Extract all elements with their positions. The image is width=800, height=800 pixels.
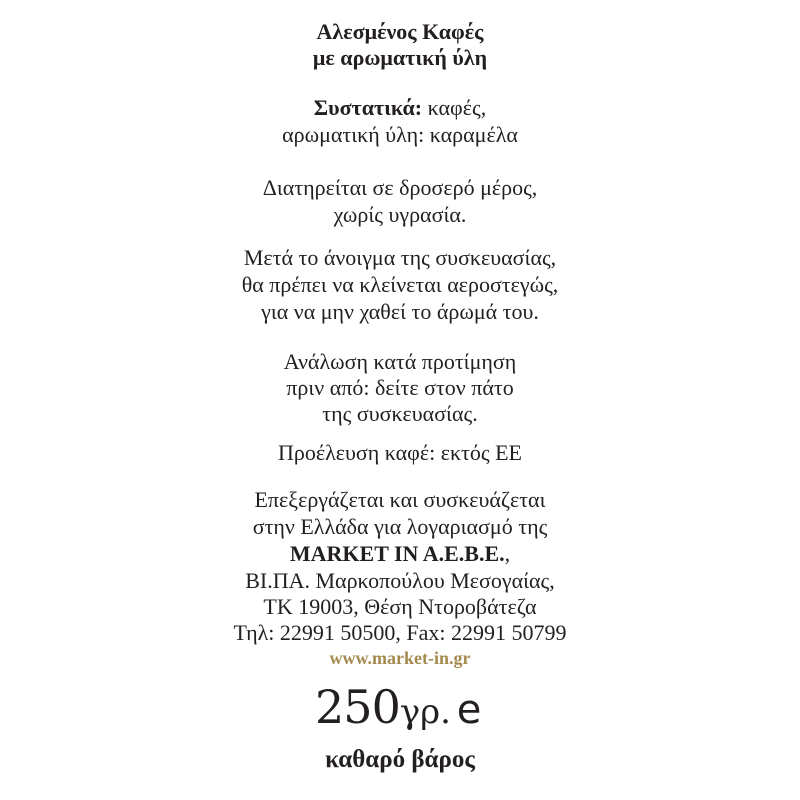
producer-phone-fax: Τηλ: 22991 50500, Fax: 22991 50799 [233, 620, 567, 645]
weight-unit: γρ. [399, 692, 451, 732]
producer-website[interactable]: www.market-in.gr [329, 648, 471, 668]
after-opening-line3: για να μην χαθεί το άρωμά του. [261, 299, 539, 324]
producer-address-line2: ΤΚ 19003, Θέση Ντοροβάτεζα [263, 594, 537, 619]
best-before-line2: πριν από: δείτε στον πάτο [286, 375, 514, 400]
storage-line1: Διατηρείται σε δροσερό μέρος, [262, 175, 538, 200]
product-title-line1: Αλεσμένος Καφές [316, 19, 484, 44]
ingredients-line1 [0, 95, 800, 121]
producer-company: MARKET IN A.E.B.E. [289, 541, 505, 566]
best-before-line3: της συσκευασίας. [322, 401, 478, 426]
net-weight-label: καθαρό βάρος [325, 746, 475, 773]
best-before-line1: Ανάλωση κατά προτίμηση [283, 349, 517, 374]
storage-line2: χωρίς υγρασία. [333, 202, 467, 227]
estimated-sign-icon [453, 693, 485, 745]
net-weight-mark [0, 681, 800, 745]
ingredients-label: Συστατικά: [313, 95, 423, 120]
producer-line1: Επεξεργάζεται και συσκευάζεται [254, 487, 546, 512]
product-title-line2: με αρωματική ύλη [312, 45, 488, 70]
weight-value: 250 [315, 680, 400, 734]
estimated-sign-glyph: e [456, 695, 482, 727]
producer-company-suffix: , [504, 541, 511, 566]
ingredients-text-line1: καφές, [422, 95, 487, 120]
ingredients-line2: αρωματική ύλη: καραμέλα [282, 122, 518, 147]
producer-line2: στην Ελλάδα για λογαριασμό της [252, 514, 548, 539]
after-opening-line2: θα πρέπει να κλείνεται αεροστεγώς, [241, 272, 559, 297]
producer-address-line1: ΒΙ.ΠΑ. Μαρκοπούλου Μεσογαίας, [245, 568, 555, 593]
after-opening-line1: Μετά το άνοιγμα της συσκευασίας, [243, 245, 557, 270]
producer-company-line [0, 541, 800, 567]
origin-line: Προέλευση καφέ: εκτός ΕΕ [278, 440, 522, 465]
